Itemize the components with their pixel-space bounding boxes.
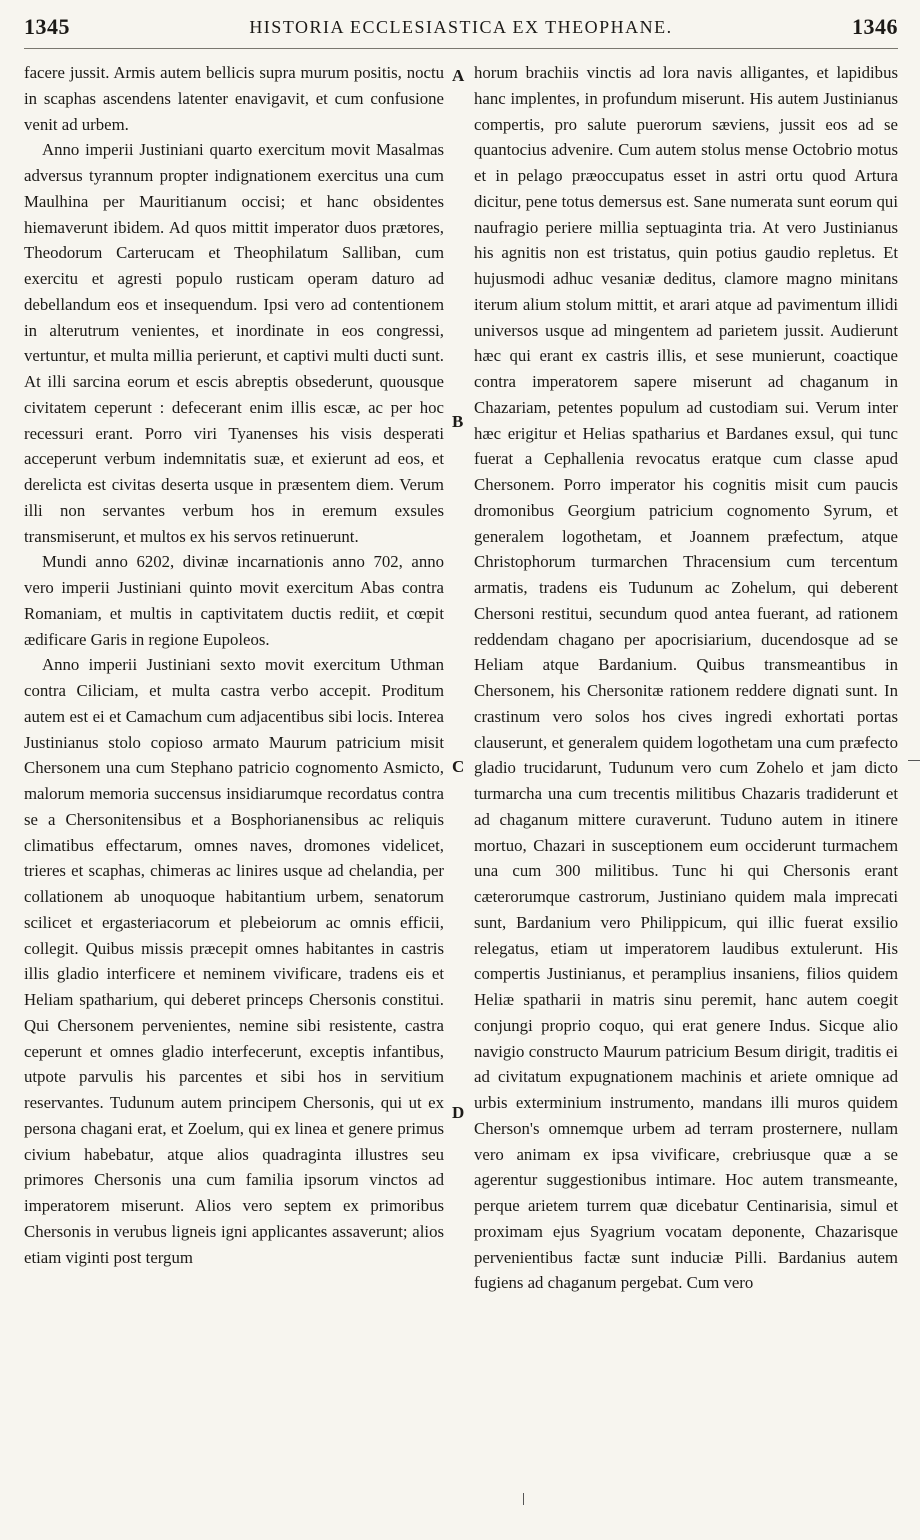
margin-letter-c: C [452,757,465,776]
edge-mark [908,760,920,761]
paragraph: facere jussit. Armis autem bellicis supra murum positis, noctu in scaphas ascendens latenter enavigavit, et cum confusione venit ad urbem. [24,63,444,134]
paragraph: horum brachiis vinctis ad lora navis alligantes, et lapidibus hanc implentes, in profundum miserunt. His autem Justinianus compertis, pro salute puerorum sæviens, jussit eos ad se quantocius advenire. Cum autem stolus mense Octobrio motus et in pelago præoccupatus esset in astri ortu quod Artura dicitur, pene totus demersus est. Sane numerata sunt eorum qui naufragio periere millia septuaginta tria. At vero Justinianus his agnitis non est tristatus, quin potius gaudio repletus. Et hujusmodi adhuc vesaniæ deditus, clamore magno minitans iterum alium stolum mittit, et arari atque ad pavimentum illidi universos usque ad mingentem ad parietem jussit. Audierunt hæc qui erant ex castris illis, et sese munierunt, coactique contra imperatorem sapere miserunt ad chaganum in Chazariam, petentes populum ad custodiam sui. Verum inter hæc erigitur et Helias spatharius et Bardanes exsul, qui tunc fuerat a Cephallenia revocatus eratque cum classe apud Chersonem. Porro imperator his cognitis misit cum paucis dromonibus Georgium patricium cognomento Syrum, et generalem logothetam, et Joannem præfectum, atque Christophorum turmarchen Thracensium cum tercentum armatis, tradens eis Tudunum ac Zohelum, qui deberent Chersoni restitui, secundum quod antea fuerant, ad rationem reddendam chagano per apocrisiarium, ducendosque ad se Heliam atque Bardanium. Quibus transmeantibus in Chersonem, his Chersonitæ rationem reddere dignati sunt. In crastinum vero solos hos cives ingredi exhortati portas clauserunt, et generalem quidem logothetam una cum præfecto gladio trucidarunt, Tudunum vero cum Zohelo et jam dicto turmarcha una cum trecentis militibus Chazaris tradiderunt et ad chaganum mittere curaverunt. Tuduno autem in itinere mortuo, Chazari in susceptionem eum occiderunt turmachem una cum 300 militibus. Tunc hi qui Chersonis erant cæterorumque castrorum, Justiniano quidem mala imprecati sunt, Bardanium vero Philippicum, qui illic fuerat exsilio relegatus, etiam ut imperatorem laudibus extulerunt. His compertis Justinianus, et peramplius insaniens, filios quidem Heliæ spatharii in matris sinu peremit, hanc autem coegit conjungi proprio coquo, qui erat genere Indus. Sicque alio navigio constructo Maurum patricium Besum dirigit, traditis ei ad civitatum expugnationem machinis et ariete omnique ad urbis exterminium instrumento, mandans illi muros quidem Cherson's omnemque urbem ad terram prosternere, nullam vero animam ex ipsa vivificare, crebriusque quæ a se agerentur suggestionibus intimare. Hoc autem transmeante, perque arietem turrem quæ dicebatur Centinarisia, simul et proximam ejus Syagrium vocatam deponente, Chazarisque pervenientibus factæ sunt induciæ Pilli. Bardanius autem fugiens ad chaganum pergebat. Cum vero [474,63,898,1293]
margin-letter-d: D [452,1103,465,1122]
paragraph: Mundi anno 6202, divinæ incarnationis anno 702, anno vero imperii Justiniani quinto movit exercitum Abas contra Romaniam, et multis in captivitatem ductis rediit, et cœpit ædificare Garis in regione Eupoleos. [24,552,444,649]
running-header [24,8,898,49]
running-title: HISTORIA ECCLESIASTICA EX THEOPHANE. [249,17,673,37]
paragraph: Anno imperii Justiniani quarto exercitum movit Masalmas adversus tyrannum propter indignationem exercitus una cum Maulhina per Mauritianum occisi; et hanc obsidentes hiemaverunt ibidem. Ad quos mittit imperator duos prætores, Theodorum Carterucam et Theophilatum Salliban, cum exercitu et agresti populo rusticam operam daturo ad debellandum eos et insequendum. Ipsi vero ad contentionem in alterutrum venientes, et inordinate in eos congressi, vertuntur, et multa millia perierunt, et captivi multi ducti sunt. At illi sarcina eorum et escis abreptis obsederunt, quousque civitatem ceperunt : defecerant enim illis escæ, ac per hoc recessuri erant. Porro viri Tyanenses his visis desperati acceperunt verbum indemnitatis suæ, et exierunt ad eos, et derelicta est civitas deserta usque in præsentem diem. Verum illi non servantes verbum hos in eremum exsules transmiserunt, et multos ex his servos retinuerunt. [24,140,444,546]
paragraph: Anno imperii Justiniani sexto movit exercitum Uthman contra Ciliciam, et multa castra verbo accepit. Proditum autem est ei et Camachum cum adjacentibus sibi locis. Interea Justinianus stolo copioso armato Maurum patricium misit Chersonem una cum Stephano patricio cognomento Asmicto, malorum memoria succensus insidiarumque recordatus contra se a Chersonitensibus et a Bosphorianensibus ac reliquis climatibus effectarum, omnes naves, dromones videlicet, trieres et scaphas, chimeras ac linires usque ad chelandia, per collationem ab unoquoque habitantium urbem, senatorum scilicet et ergasteriacorum et plebeiorum ac omnis efficii, collegit. Quibus missis præcepit omnes habitantes in castris illis gladio interficere et neminem vivificare, tradens eis et Heliam spatharium, qui deberet princeps Chersonis constitui. Qui Chersonem pervenientes, nemine sibi resistente, castra ceperunt et omnes gladio interfecerunt, exceptis infantibus, utpote parvulis his parcentes et sibi hos in servitium reservantes. Tudunum autem principem Chersonis, qui ut ex persona chagani erat, et Zoelum, qui ex linea et genere primus civium habebatur, atque alios quadraginta illustres seu primores Chersonis una cum familia ipsorum vinctos ad imperatorem miserunt. Alios vero septem ex primoribus Chersonis in verubus ligneis igni applicantes assaverunt; alios etiam viginti post tergum [24,655,444,1267]
page-number-left: 1345 [24,14,70,39]
margin-letter-a: A [452,66,465,85]
margin-letter-b: B [452,412,464,431]
page-number-right: 1346 [852,14,898,39]
bottom-mark [523,1493,524,1505]
right-column [474,60,898,1296]
left-column [24,60,444,1270]
